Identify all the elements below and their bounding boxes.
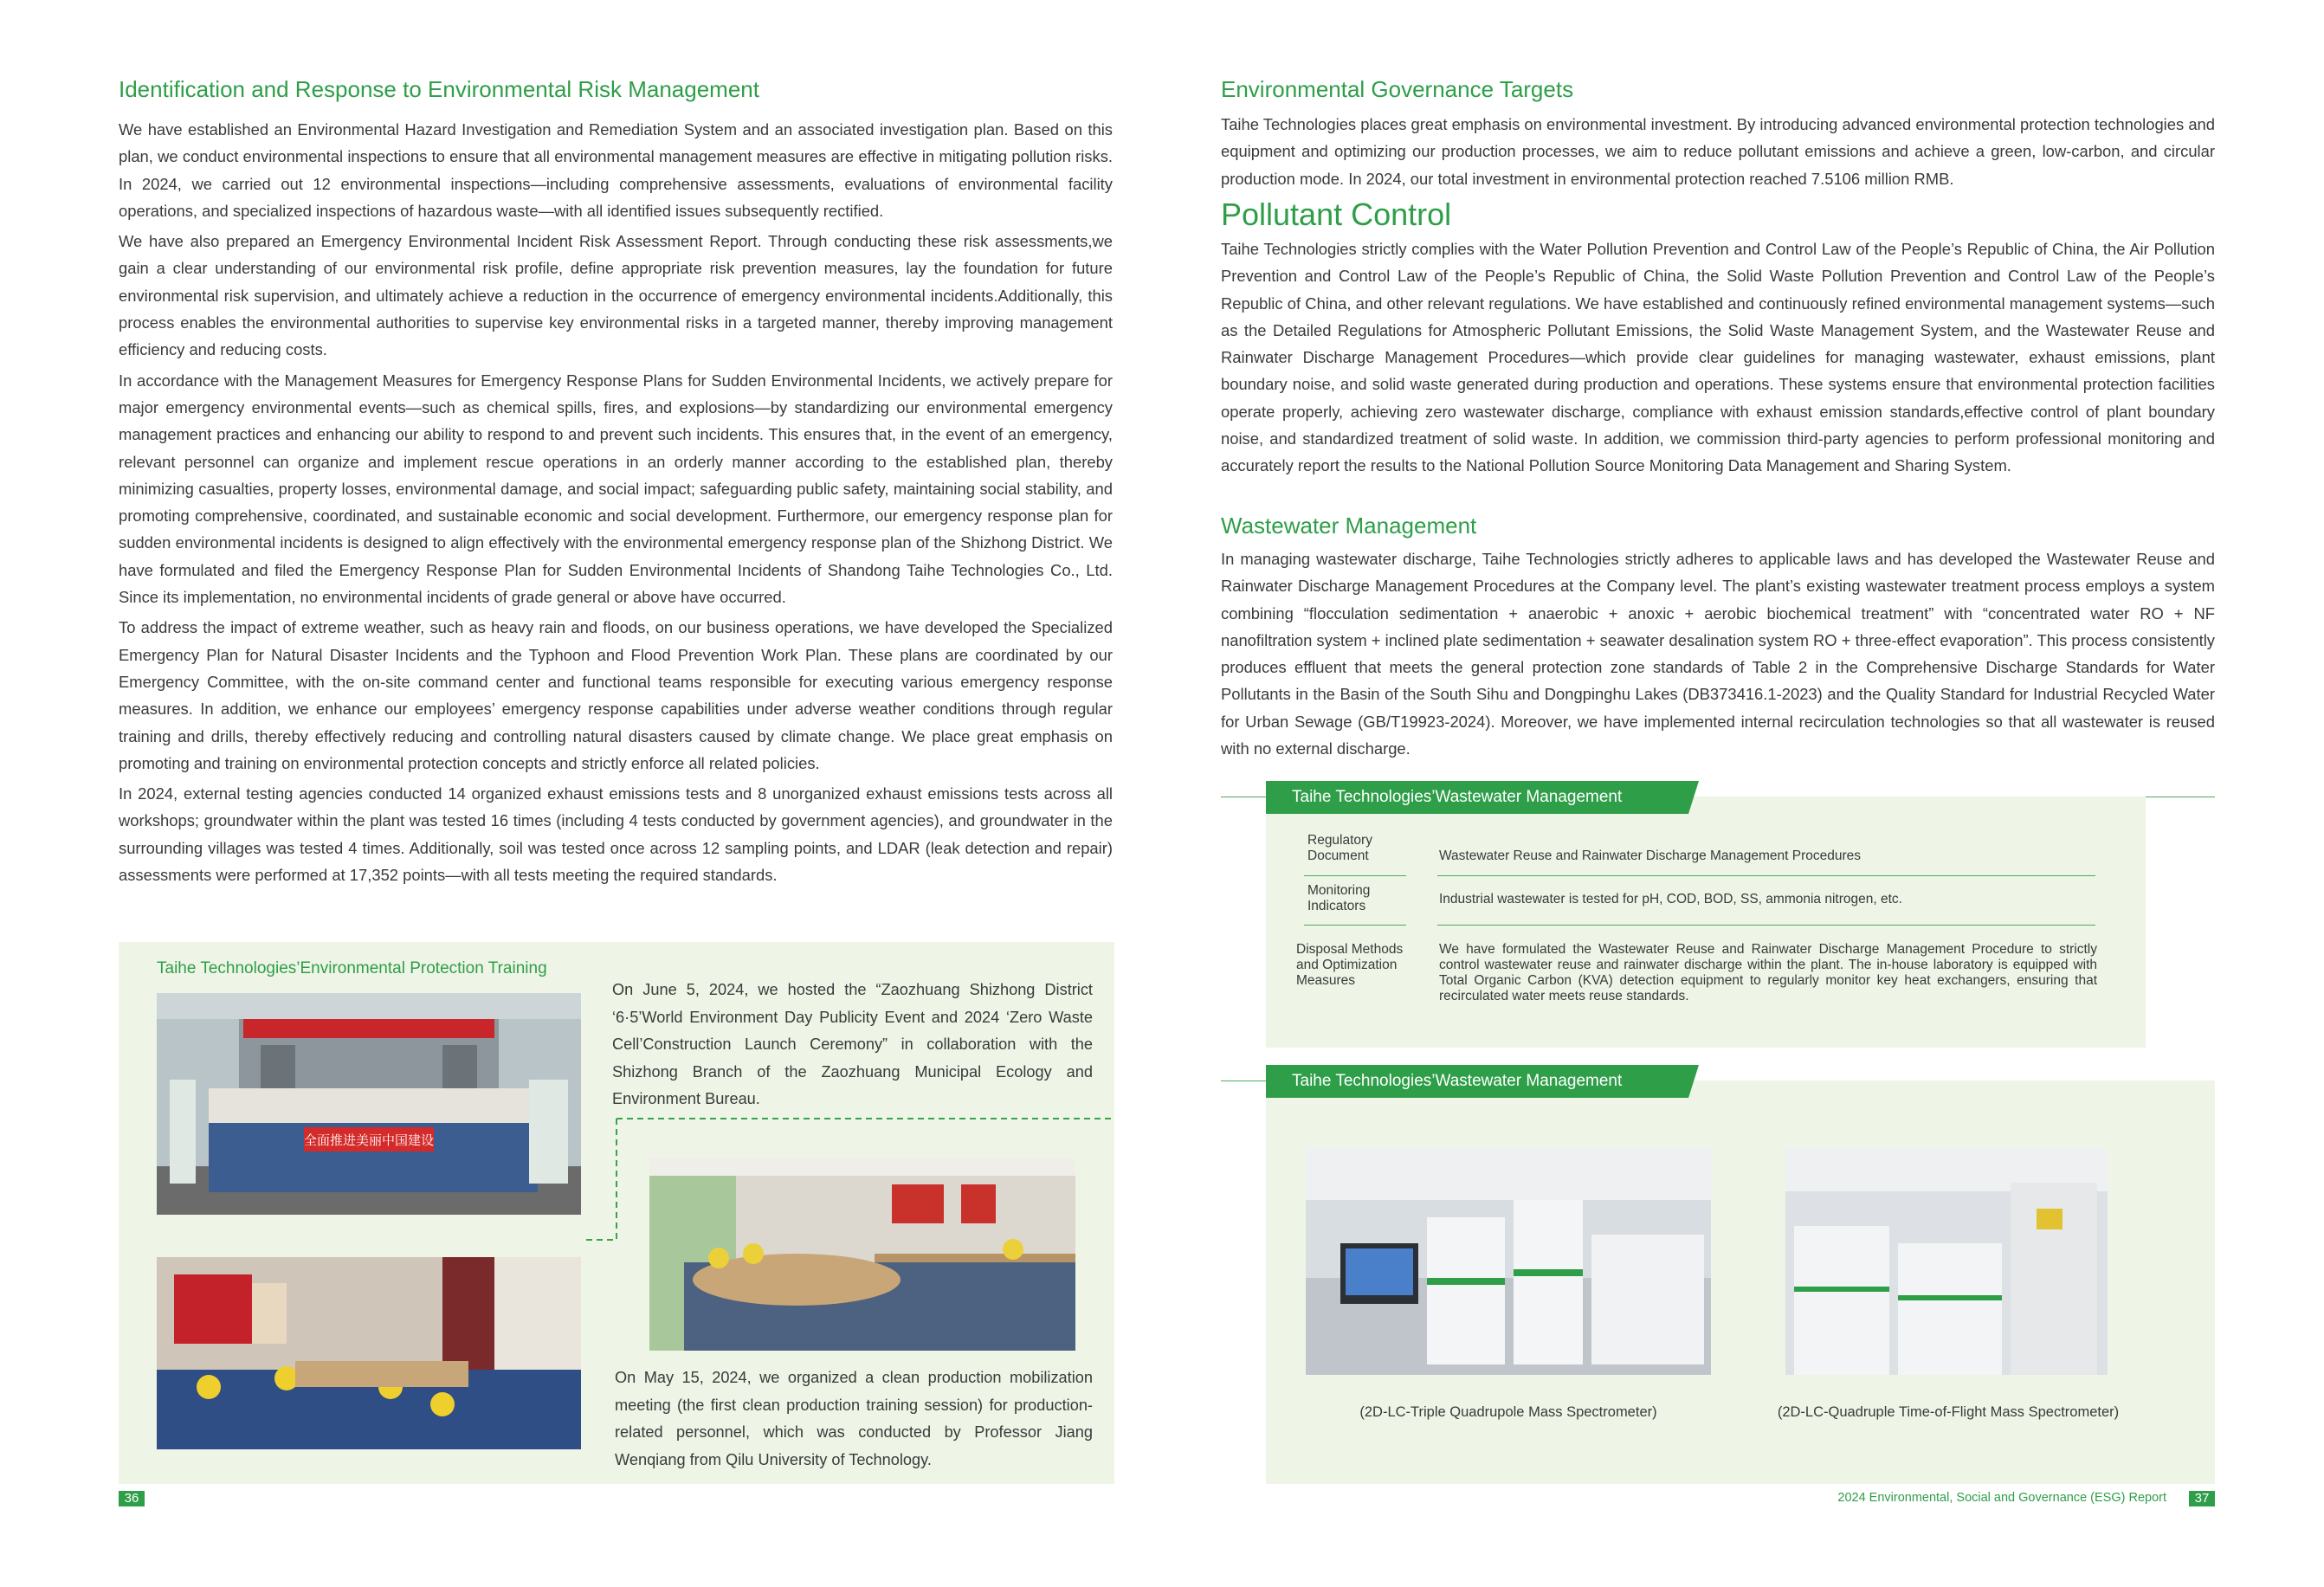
table-divider [1437,925,2095,926]
paragraph: We have also prepared an Emergency Environmental Incident Risk Assessment Report. Through conducting these risk assessments,we gain a clear understanding of our environmental risk profile, define appropriate risk prevention measures, lay the foundation for future environmental risk supervision, and ultimately achieve a reduction in the occurrence of emergency environmental incidents.Additionally, this process enables the environmental authorities to supervise key environmental risks in a targeted manner, thereby improving management efficiency and reducing costs. [119,232,1113,359]
targets-text: Taihe Technologies places great emphasis on environmental investment. By introducing advanced environmental protection technologies and equipment and optimizing our production processes, we aim to reduce pollutant emissions and achieve a green, low-carbon, and circular production mode. In 2024, our total investment in environmental protection reached 7.5106 million RMB. [1221,115,2215,188]
wastewater-photo-tag: Taihe Technologies’Wastewater Management [1266,1065,1688,1098]
training-box-title: Taihe Technologies’Environmental Protection Training [157,959,547,977]
figure-caption-2: (2D-LC-Quadruple Time-of-Flight Mass Spectrometer) [1777,1404,2120,1420]
table-value: Wastewater Reuse and Rainwater Discharge Management Procedures [1439,848,1862,863]
table-divider [1437,875,2095,876]
risk-section-body [119,116,1113,892]
paragraph: In 2024, external testing agencies conducted 14 organized exhaust emissions tests and 8 unorganized exhaust emissions tests across all workshops; groundwater within the plant was tested 16 times (including 4 tests conducted by government agencies), and groundwater in the surrounding villages was tested 4 times. Additionally, soil was tested once across 12 sampling points, and LDAR (leak detection and repair) assessments were performed at 17,352 points—with all tests meeting the required standards. [119,784,1113,885]
training-caption-2: On May 15, 2024, we organized a clean production mobilization meeting (the first clean production training session) for production-related personnel, which was conducted by Professor Jiang Wenqiang from Qilu University of Technology. [615,1369,1093,1468]
spectrometer-photo-2 [1785,1148,2108,1375]
group-photo [157,993,581,1215]
training-caption-1: On June 5, 2024, we hosted the “Zaozhuang Shizhong District ‘6·5’World Environment Day Publicity Event and 2024 ‘Zero Waste Cell’Construction Launch Ceremony” in collaboration with the Shizhong Branch of the Zaozhuang Municipal Ecology and Environment Bureau. [612,981,1093,1107]
wastewater-title: Wastewater Management [1221,513,1477,539]
paragraph: In accordance with the Management Measures for Emergency Response Plans for Sudden Environmental Incidents, we actively prepare for major emergency environmental events—such as chemical spills, fires, and explosions—by standardizing our environmental emergency management practices and enhancing our ability to respond to and prevent such incidents. This ensures that, in the event of an emergency, relevant personnel can organize and implement rescue operations in an orderly manner according to the established plan, thereby minimizing casualties, property losses, environmental damage, and social impact; safeguarding public safety, maintaining social stability, and promoting comprehensive, coordinated, and sustainable economic and social development. Furthermore, our emergency response plan for sudden environmental incidents is designed to align effectively with the environmental emergency response plan of the Shizhong District. We have formulated and filed the Emergency Response Plan for Sudden Environmental Incidents of Shandong Taihe Technologies Co., Ltd. Since its implementation, no environmental incidents of grade general or above have occurred. [119,371,1113,607]
targets-title: Environmental Governance Targets [1221,76,1574,102]
table-value: Industrial wastewater is tested for pH, COD, BOD, SS, ammonia nitrogen, etc. [1439,892,1902,906]
meeting-photo [649,1158,1075,1351]
banner-text: 全面推进美丽中国建设 [303,1132,435,1148]
footer-report-title: 2024 Environmental, Social and Governance (ESG) Report [1837,1491,2166,1505]
spectrometer-photo-1 [1306,1148,1711,1375]
pollutant-text: Taihe Technologies strictly complies with the Water Pollution Prevention and Control Law of the People’s Republic of China, the Air Pollution Prevention and Control Law of the People’s Republic of China, the Solid Waste Pollution Prevention and Control Law of the People’s Republic of China, and other relevant regulations. We have established and continuously refined environmental management systems—such as the Detailed Regulations for Atmospheric Pollutant Emissions, the Solid Waste Management System, and the Wastewater Reuse and Rainwater Discharge Management Procedures—which provide clear guidelines for managing wastewater, exhaust emissions, plant boundary noise, and solid waste generated during production and operations. These systems ensure that environmental protection facilities operate properly, achieving zero wastewater discharge, compliance with exhaust emission standards,effective control of plant boundary noise, and standardized treatment of solid waste. In addition, we commission third-party agencies to perform professional monitoring and accurately report the results to the National Pollution Source Monitoring Data Management and Sharing System. [1221,240,2215,475]
table-label: Disposal Methods and Optimization Measures [1296,942,1404,988]
page-number-left: 36 [119,1491,145,1506]
paragraph: To address the impact of extreme weather, such as heavy rain and floods, on our business operations, we have developed the Specialized Emergency Plan for Natural Disaster Incidents and the Typhoon and Flood Prevention Work Plan. These plans are coordinated by our Emergency Committee, with the on-site command center and functional teams responsible for executing various emergency response measures. In addition, we enhance our employees’ emergency response capabilities under adverse weather conditions through regular training and drills, thereby effectively reducing and controlling natural disasters caused by climate change. We place great emphasis on promoting and training on environmental protection concepts and strictly enforce all related policies. [119,618,1113,772]
classroom-photo [157,1257,581,1449]
table-label: Regulatory Document [1307,833,1372,863]
pollutant-title: Pollutant Control [1221,197,1452,232]
table-divider [1304,875,1406,876]
table-value: We have formulated the Wastewater Reuse and Rainwater Discharge Management Procedure to strictly control wastewater reuse and rainwater discharge within the plant. The in-house laboratory is equipped with Total Organic Carbon (KVA) detection equipment to regularly monitor key heat exchangers, ensuring that recirculated water meets reuse standards. [1439,942,2097,1003]
page-number-right: 37 [2189,1491,2215,1506]
wastewater-text: In managing wastewater discharge, Taihe Technologies strictly adheres to applicable laws and has developed the Wastewater Reuse and Rainwater Discharge Management Procedures at the Company level. The plant’s existing wastewater treatment process employs a system combining “flocculation sedimentation + anaerobic + anoxic + aerobic biochemical treatment” with “concentrated water RO + NF nanofiltration system + inclined plate sedimentation + seawater desalination system RO + three-effect evaporation”. This process consistently produces effluent that meets the general protection zone standards of Table 2 in the Comprehensive Discharge Standards for Water Pollutants in the Basin of the South Sihu and Dongpinghu Lakes (DB373416.1-2023) and the Quality Standard for Industrial Recycled Water for Urban Sewage (GB/T19923-2024). Moreover, we have implemented internal recirculation technologies so that all wastewater is reused with no external discharge. [1221,550,2215,758]
wastewater-table-tag: Taihe Technologies’Wastewater Management [1266,781,1688,814]
table-divider [1304,925,1406,926]
risk-section-title: Identification and Response to Environmental Risk Management [119,76,759,102]
table-label: Monitoring Indicators [1307,883,1371,913]
paragraph: We have established an Environmental Hazard Investigation and Remediation System and an associated investigation plan. Based on this plan, we conduct environmental inspections to ensure that all environmental management measures are effective in mitigating pollution risks. In 2024, we carried out 12 environmental inspections—including comprehensive assessments, evaluations of environmental facility operations, and specialized inspections of hazardous waste—with all identified issues subsequently rectified. [119,120,1113,220]
figure-caption-1: (2D-LC-Triple Quadrupole Mass Spectrometer) [1359,1404,1657,1420]
